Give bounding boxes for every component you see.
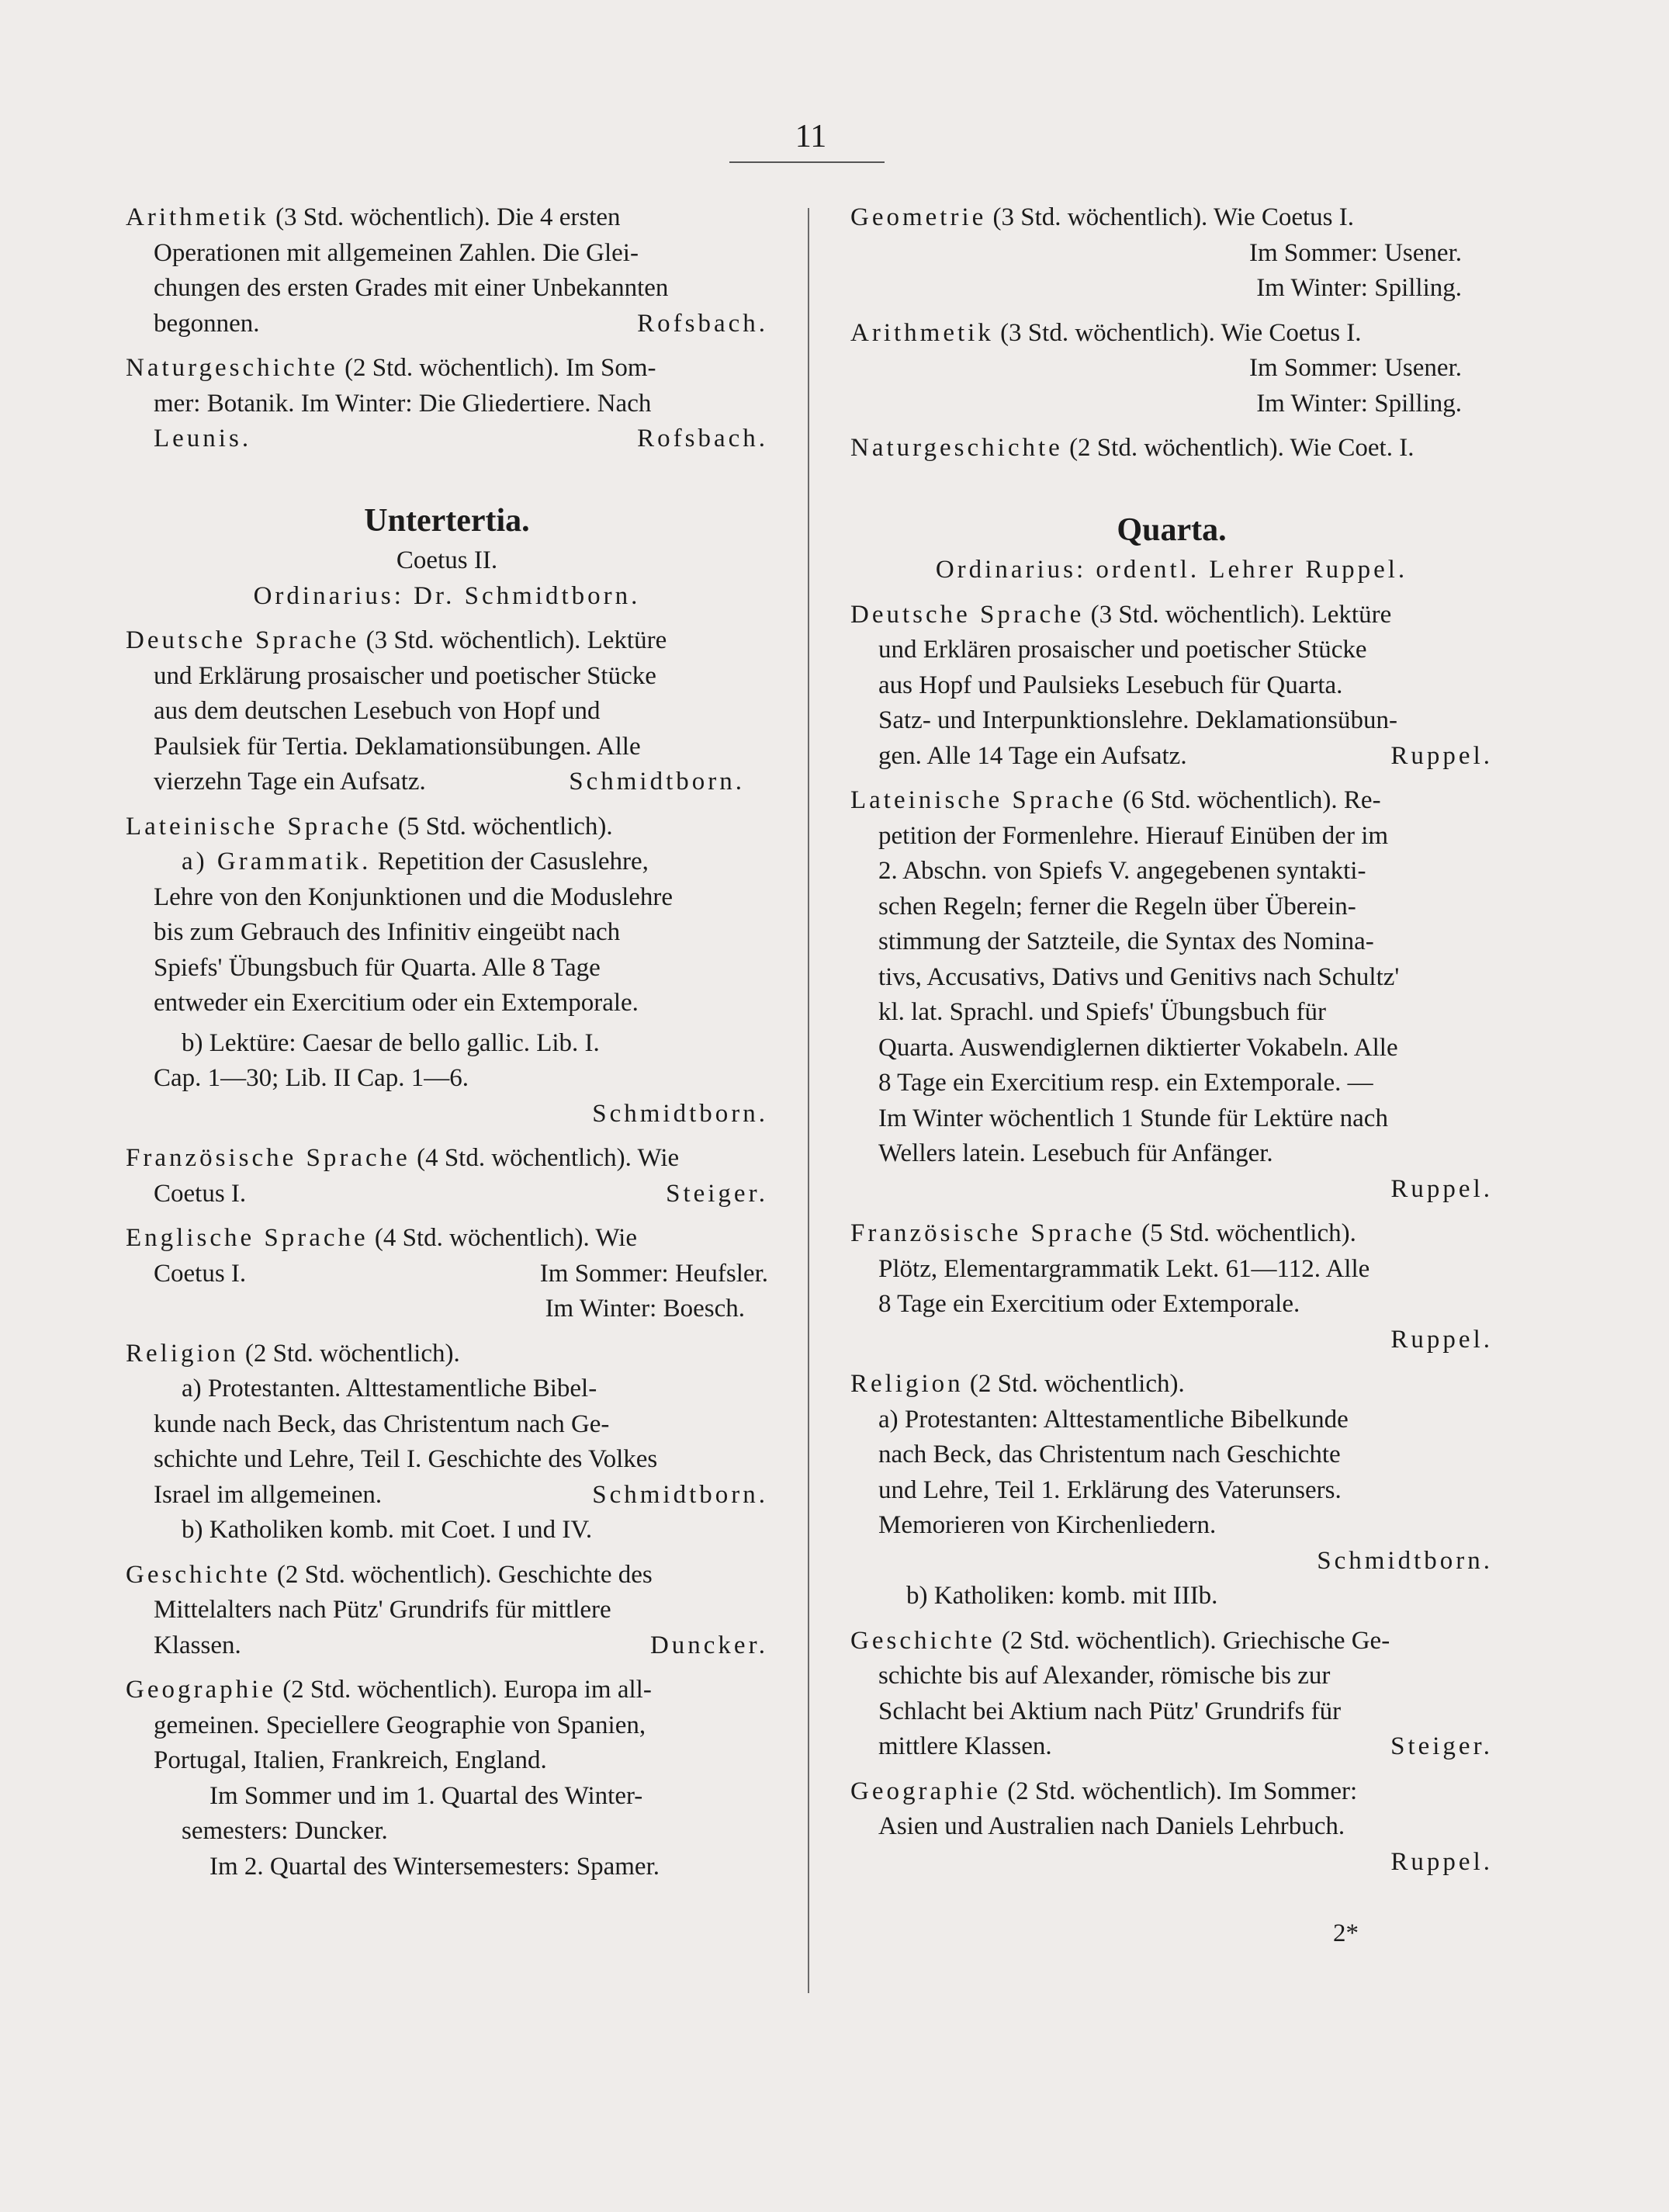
teacher-name: Im Winter: Boesch. bbox=[545, 1295, 745, 1323]
subject-title: Arithmetik bbox=[126, 203, 269, 231]
geographie-entry: Geographie (2 Std. wöchentlich). Europa im all- gemeinen. Speciellere Geographie von Spanien, Portugal, Italien, Frankreich, England. Im Sommer und im 1. Quartal des Winter- semesters: Duncker. Im 2. Quartal des Wintersemesters: Spamer. bbox=[126, 1676, 660, 1881]
subject-title: Naturgeschichte bbox=[126, 354, 338, 382]
naturgeschichte-entry: Naturgeschichte (2 Std. wöchentlich). Im Som- mer: Botanik. Im Winter: Die Gliedertiere. Nach Leunis. Rofsbach. bbox=[126, 351, 768, 457]
subject-title: Deutsche Sprache bbox=[126, 626, 360, 654]
teacher-name: Duncker. bbox=[649, 1631, 768, 1659]
subject-title: Deutsche Sprache bbox=[850, 600, 1085, 629]
subject-title: Religion bbox=[126, 1339, 239, 1368]
teacher-name: Rofsbach. bbox=[637, 425, 768, 452]
header-rule bbox=[729, 161, 885, 163]
teacher-name: Steiger. bbox=[666, 1179, 768, 1208]
religion-entry: Religion (2 Std. wöchentlich). a) Protestanten: Alttestamentliche Bibelkunde nach Beck, das Christentum nach Geschichte und Lehre, Teil 1. Erklärung des Vaterunsers. Memorieren von Kirchenliedern. Schmidtborn. b) Katholiken: komb. mit IIIb. bbox=[850, 1370, 1493, 1610]
lateinische-sprache-entry: Lateinische Sprache (6 Std. wöchentlich). Re- petition der Formenlehre. Hierauf Einüben der im 2. Abschn. von Spiefs V. angegebenen syntakti- schen Regeln; ferner die Regeln über Überein- stimmung der Satzteile, die Syntax des Nomina- tivs, Accusativs, Dativs und Genitivs nach Schultz' kl. lat. Sprachl. und Spiefs' Übungsbuch für Quarta. Auswendiglernen diktierter Vokabeln. Alle 8 Tage ein Exercitium resp. ein Extemporale. — Im Winter wöchentlich 1 Stunde für Lektüre nach Wellers latein. Lesebuch für Anfänger. Ruppel. bbox=[850, 783, 1493, 1207]
subject-title: Geometrie bbox=[850, 203, 987, 231]
deutsche-sprache-entry: Deutsche Sprache (3 Std. wöchentlich). Lektüre und Erklärung prosaischer und poetischer Stücke aus dem deutschen Lesebuch von Hopf und Paulsiek für Tertia. Deklamationsübungen. Alle vierzehn Tage ein Aufsatz. Schmidtborn. bbox=[126, 623, 768, 800]
subject-title: Englische Sprache bbox=[126, 1224, 369, 1252]
geographie-entry: Geographie (2 Std. wöchentlich). Im Sommer: Asien und Australien nach Daniels Lehrbuch. Ruppel. bbox=[850, 1774, 1493, 1881]
subject-title: Geschichte bbox=[850, 1626, 996, 1655]
subject-title: Geschichte bbox=[126, 1560, 271, 1589]
deutsche-sprache-entry: Deutsche Sprache (3 Std. wöchentlich). Lektüre und Erklären prosaischer und poetischer Stücke aus Hopf und Paulsieks Lesebuch für Quarta. Satz- und Interpunktionslehre. Deklamationsübun- gen. Alle 14 Tage ein Aufsatz. Ruppel. bbox=[850, 598, 1493, 775]
naturgeschichte-entry: Naturgeschichte (2 Std. wöchentlich). Wie Coet. I. bbox=[850, 434, 1414, 462]
section-heading: Quarta. bbox=[1117, 511, 1227, 548]
teacher-name: Ruppel. bbox=[1390, 1847, 1493, 1876]
subject-title: Geographie bbox=[850, 1777, 1001, 1805]
subject-title: Französische Sprache bbox=[126, 1144, 410, 1172]
signature-mark: 2* bbox=[1333, 1919, 1359, 1947]
teacher-name: Rofsbach. bbox=[637, 309, 768, 338]
subject-title: Arithmetik bbox=[850, 318, 994, 347]
coetus-label: Coetus II. bbox=[396, 546, 498, 574]
subject-title: Geographie bbox=[126, 1676, 276, 1704]
left-column bbox=[126, 200, 768, 1894]
teacher-name: Ruppel. bbox=[1390, 1174, 1493, 1203]
right-column bbox=[850, 200, 1493, 1889]
subject-title: Lateinische Sprache bbox=[850, 786, 1117, 814]
geschichte-entry: Geschichte (2 Std. wöchentlich). Geschichte des Mittelalters nach Pütz' Grundrifs für mittlere Klassen. Duncker. bbox=[126, 1558, 768, 1664]
column-divider bbox=[808, 208, 809, 1993]
teacher-name: Schmidtborn. bbox=[592, 1099, 768, 1128]
franzoesische-sprache-entry: Französische Sprache (4 Std. wöchentlich). Wie Coetus I. Steiger. bbox=[126, 1141, 768, 1212]
subject-title: Naturgeschichte bbox=[850, 434, 1063, 462]
ordinarius-line: Ordinarius: Dr. Schmidtborn. bbox=[253, 581, 641, 610]
geschichte-entry: Geschichte (2 Std. wöchentlich). Griechische Ge- schichte bis auf Alexander, römische bis zur Schlacht bei Aktium nach Pütz' Grundrifs für mittlere Klassen. Steiger. bbox=[850, 1624, 1493, 1765]
geometrie-entry: Geometrie (3 Std. wöchentlich). Wie Coetus I. Im Sommer: Usener. Im Winter: Spilling. bbox=[850, 203, 1462, 302]
religion-entry: Religion (2 Std. wöchentlich). a) Protestanten. Alttestamentliche Bibel- kunde nach Beck, das Christentum nach Ge- schichte und Lehre, Teil I. Geschichte des Volkes Israel im allgemeinen. Schmidtborn. b) Katholiken komb. mit Coet. I und IV. bbox=[126, 1339, 768, 1544]
teacher-name: Im Sommer: Heufsler. bbox=[539, 1259, 768, 1288]
teacher-name: Ruppel. bbox=[1390, 1325, 1493, 1354]
subject-title: Lateinische Sprache bbox=[126, 812, 392, 841]
ordinarius-line: Ordinarius: ordentl. Lehrer Ruppel. bbox=[935, 556, 1408, 584]
subject-title: Religion bbox=[850, 1370, 964, 1398]
englische-sprache-entry: Englische Sprache (4 Std. wöchentlich). Wie Coetus I. Im Sommer: Heufsler. Im Winter: Boesch. bbox=[126, 1221, 768, 1327]
teacher-name: Ruppel. bbox=[1390, 741, 1493, 770]
teacher-name: Schmidtborn. bbox=[569, 768, 745, 796]
franzoesische-sprache-entry: Französische Sprache (5 Std. wöchentlich). Plötz, Elementargrammatik Lekt. 61—112. Alle 8 Tage ein Exercitium oder Extemporale. Ruppel. bbox=[850, 1216, 1493, 1357]
teacher-name: Schmidtborn. bbox=[592, 1480, 768, 1509]
subject-title: Französische Sprache bbox=[850, 1219, 1135, 1247]
teacher-name: Schmidtborn. bbox=[1317, 1546, 1493, 1575]
arithmetik-entry: Arithmetik (3 Std. wöchentlich). Wie Coetus I. Im Sommer: Usener. Im Winter: Spilling. bbox=[850, 318, 1462, 418]
page-number: 11 bbox=[795, 119, 827, 154]
teacher-name: Steiger. bbox=[1390, 1732, 1493, 1760]
lateinische-sprache-entry: Lateinische Sprache (5 Std. wöchentlich). a) Grammatik. Repetition der Casuslehre, Lehre von den Konjunktionen und die Moduslehre bis zum Gebrauch des Infinitiv eingeübt nach Spiefs' Übungsbuch für Quarta. Alle 8 Tage entweder ein Exercitium oder ein Extemporale. b) Lektüre: Caesar de bello gallic. Lib. I. Cap. 1—30; Lib. II Cap. 1—6. Schmidtborn. bbox=[126, 810, 768, 1132]
arithmetik-entry: Arithmetik (3 Std. wöchentlich). Die 4 ersten Operationen mit allgemeinen Zahlen. Die Glei- chungen des ersten Grades mit einer Unbekannten begonnen. Rofsbach. bbox=[126, 200, 768, 342]
section-heading: Untertertia. bbox=[364, 502, 530, 539]
